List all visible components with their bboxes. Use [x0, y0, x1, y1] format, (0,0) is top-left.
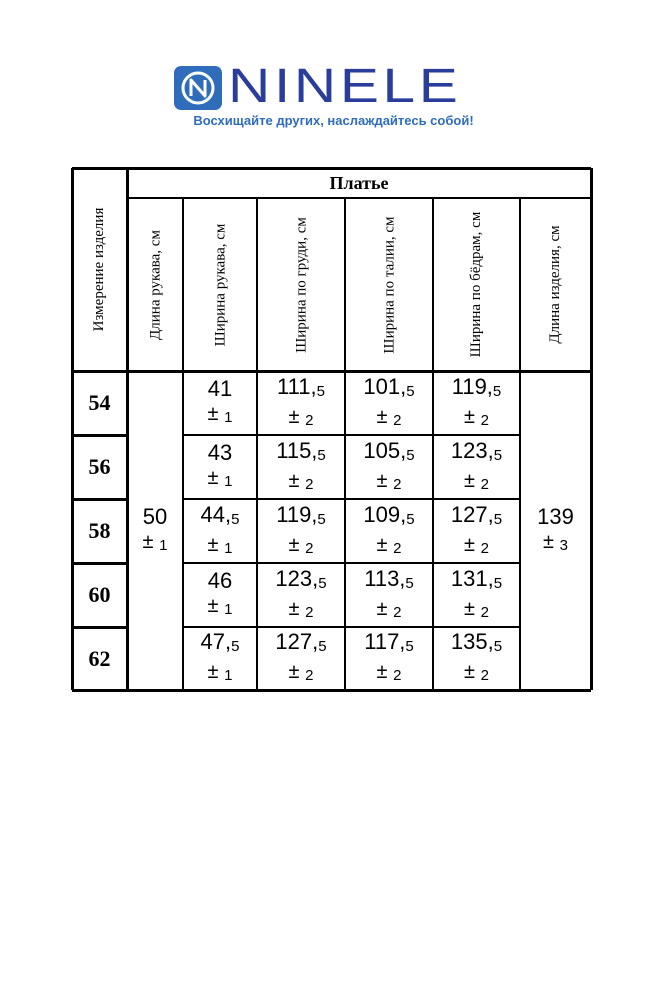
- group-title: Платье: [329, 172, 389, 193]
- value-tolerance: ± $_2$: [464, 661, 489, 684]
- table-line: [126, 168, 129, 690]
- value-main: $44,_5$: [200, 501, 240, 528]
- column-header: Ширина по груди, см: [292, 216, 309, 353]
- column-header: Длина изделия, см: [547, 225, 563, 344]
- hip-width-cell: [433, 563, 520, 627]
- garment-length-cell: [520, 371, 591, 690]
- column-header: Длина рукава, см: [146, 229, 163, 340]
- value-tolerance: ± $_2$: [376, 661, 402, 684]
- waist-width-cell: [345, 499, 433, 563]
- waist-width-cell: [345, 563, 433, 627]
- value-fraction: 5: [406, 382, 415, 400]
- sleeve-width-cell: [183, 627, 257, 690]
- size-label: 56: [88, 454, 111, 479]
- value-fraction: 5: [493, 510, 503, 528]
- value-tolerance: ± $_1$: [207, 403, 233, 426]
- hip-width-cell: [433, 627, 520, 690]
- value-main: 43: [207, 440, 233, 465]
- value-tolerance: ± $_2$: [288, 661, 314, 684]
- column-header: Ширина рукава, см: [211, 223, 228, 346]
- table-line: [432, 198, 434, 690]
- value-main: $113,_5$: [364, 565, 414, 592]
- value-fraction: 5: [318, 574, 327, 592]
- chest-width-cell: [257, 499, 345, 563]
- value-fraction: 5: [316, 382, 325, 400]
- brand-slogan: Восхищайте других, наслаждайтесь собой!: [193, 113, 474, 128]
- sleeve-width-cell: [183, 371, 257, 435]
- value-tolerance: ± $_2$: [376, 533, 402, 557]
- value-main: $117,_5$: [364, 629, 414, 655]
- hip-width-cell: [433, 371, 520, 435]
- value-fraction: 5: [318, 638, 327, 655]
- chest-width-cell: [257, 563, 345, 627]
- sleeve-width-cell: [183, 499, 257, 563]
- value-main: 50: [142, 503, 168, 529]
- value-tolerance: ± $_1$: [207, 595, 233, 618]
- sleeve-length-cell: [127, 371, 183, 690]
- value-fraction: 5: [492, 382, 502, 400]
- table-line: [127, 197, 591, 199]
- table-line: [183, 498, 520, 500]
- value-tolerance: ± $_2$: [376, 405, 402, 429]
- hip-width-cell: [433, 435, 520, 499]
- value-fraction: 5: [493, 446, 503, 464]
- table-line: [590, 168, 593, 690]
- value-fraction: 5: [406, 446, 415, 464]
- table-line: [72, 370, 591, 373]
- value-tolerance: ± $_2$: [376, 597, 402, 621]
- value-main: $123,_5$: [450, 437, 503, 464]
- waist-width-cell: [345, 371, 433, 435]
- chest-width-cell: [257, 371, 345, 435]
- table-line: [519, 198, 521, 690]
- value-tolerance: ± $_1$: [207, 533, 233, 557]
- value-main: 139: [537, 503, 574, 529]
- value-tolerance: ± $_3$: [543, 530, 568, 554]
- value-tolerance: ± $_2$: [288, 469, 314, 493]
- column-header: Ширина по бёдрам, см: [468, 211, 484, 358]
- size-label: 60: [88, 582, 111, 607]
- row-header: Измерение изделия: [91, 207, 107, 332]
- value-main: $109,_5$: [363, 501, 415, 528]
- table-line: [72, 434, 127, 437]
- sleeve-width-cell: [183, 435, 257, 499]
- value-tolerance: ± $_1$: [142, 530, 168, 554]
- value-fraction: 5: [493, 638, 503, 655]
- table-line: [183, 434, 520, 436]
- value-tolerance: ± $_2$: [288, 597, 314, 621]
- value-main: $47,_5$: [200, 629, 240, 655]
- table-line: [72, 626, 127, 629]
- chest-width-cell: [257, 435, 345, 499]
- value-tolerance: ± $_2$: [464, 597, 489, 621]
- table-line: [182, 198, 184, 690]
- size-label: 62: [88, 645, 111, 671]
- value-tolerance: ± $_2$: [288, 533, 314, 557]
- table-line: [72, 498, 127, 501]
- value-main: 41: [207, 376, 233, 401]
- brand-name: NINELE: [228, 60, 462, 113]
- value-main: $135,_5$: [450, 629, 503, 655]
- value-fraction: 5: [317, 446, 326, 464]
- sleeve-width-cell: [183, 563, 257, 627]
- value-main: $119,_5$: [451, 373, 502, 400]
- value-main: $127,_5$: [450, 501, 503, 528]
- value-fraction: 5: [405, 638, 414, 655]
- table-line: [72, 689, 591, 692]
- value-tolerance: ± $_1$: [207, 467, 233, 490]
- value-tolerance: ± $_2$: [464, 469, 489, 493]
- value-main: 46: [207, 568, 233, 593]
- waist-width-cell: [345, 627, 433, 690]
- value-fraction: 5: [405, 574, 414, 592]
- table-line: [72, 562, 127, 565]
- column-header: Ширина по талии, см: [380, 215, 397, 354]
- value-tolerance: ± $_2$: [464, 533, 489, 557]
- value-main: $127,_5$: [275, 629, 327, 655]
- value-main: $101,_5$: [363, 373, 415, 400]
- size-label: 54: [88, 390, 111, 415]
- value-tolerance: ± $_1$: [207, 661, 233, 684]
- value-main: $115,_5$: [276, 437, 326, 464]
- table-line: [256, 198, 258, 690]
- table-line: [183, 626, 520, 628]
- value-fraction: 5: [406, 510, 415, 528]
- chest-width-cell: [257, 627, 345, 690]
- waist-width-cell: [345, 435, 433, 499]
- value-tolerance: ± $_2$: [464, 405, 489, 429]
- table-line: [344, 198, 346, 690]
- table-line: [72, 167, 591, 170]
- value-main: $131,_5$: [450, 565, 503, 592]
- value-main: $123,_5$: [275, 565, 327, 592]
- value-tolerance: ± $_2$: [288, 405, 314, 429]
- hip-width-cell: [433, 499, 520, 563]
- value-main: $119,_5$: [276, 501, 326, 528]
- value-fraction: 5: [231, 638, 240, 655]
- value-fraction: 5: [317, 510, 326, 528]
- table-line: [71, 168, 74, 690]
- table-line: [183, 562, 520, 564]
- value-main: $111,_5$: [277, 373, 325, 400]
- value-fraction: 5: [231, 510, 240, 528]
- value-main: $105,_5$: [363, 437, 415, 464]
- size-label: 58: [88, 518, 111, 543]
- value-tolerance: ± $_2$: [376, 469, 402, 493]
- value-fraction: 5: [493, 574, 503, 592]
